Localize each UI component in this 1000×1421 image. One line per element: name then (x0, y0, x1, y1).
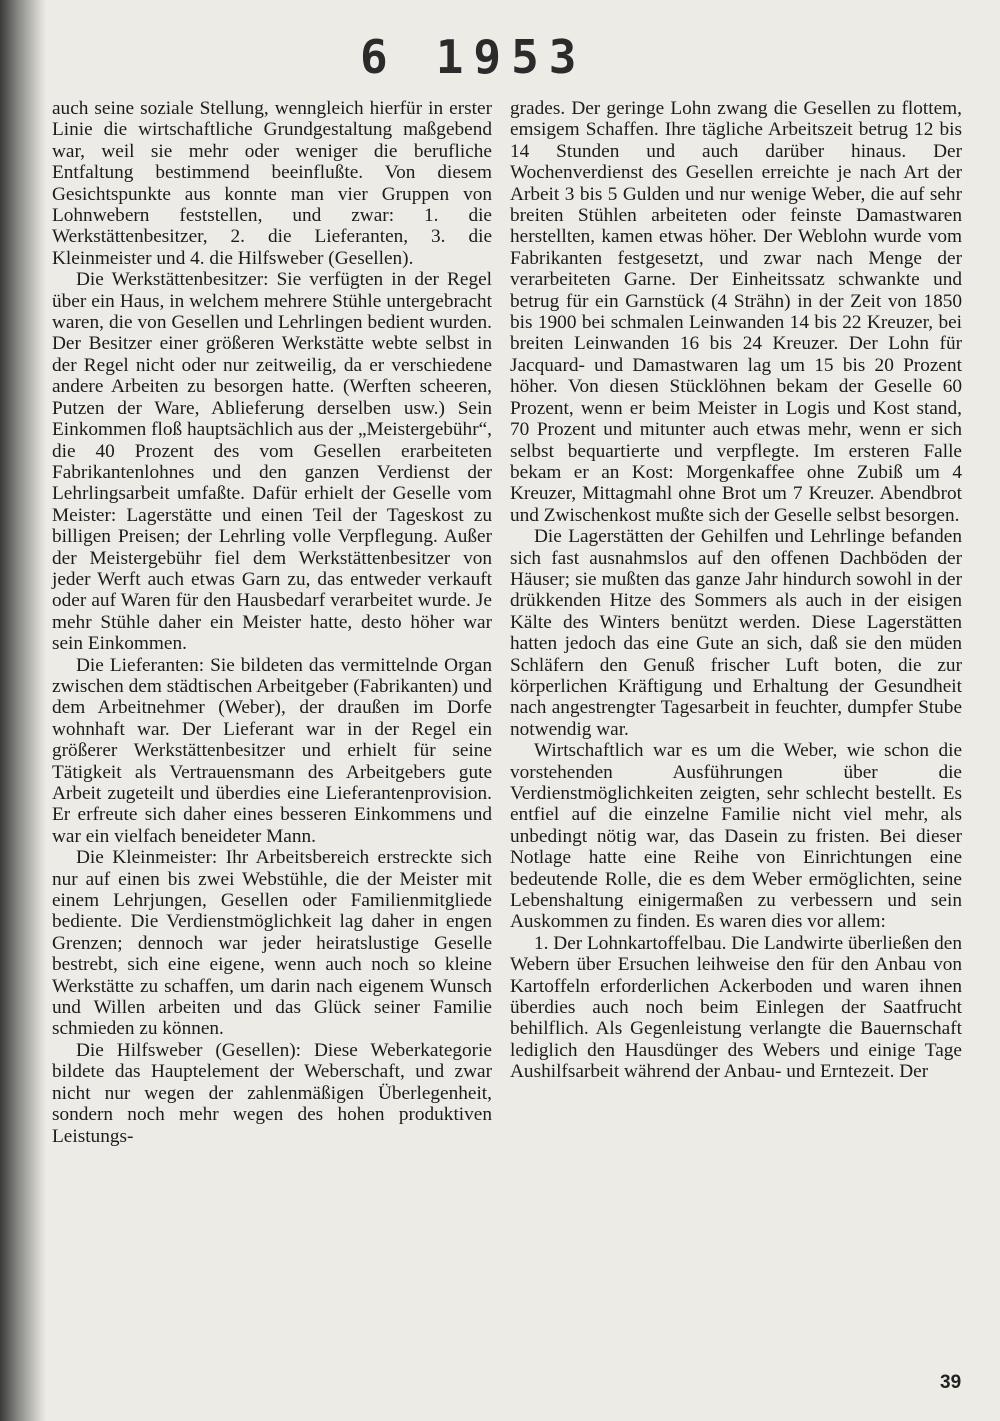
issue-year: 1953 (435, 30, 587, 84)
paragraph: Die Werkstättenbesitzer: Sie verfügten in der Regel über ein Haus, in welchem mehrere Stühle untergebracht waren, die von Gesellen und Lehrlingen bedient wurden. Der Besitzer einer größeren Werkstätte webte selbst in der Regel nicht oder nur zeitweilig, da er verschiedene andere Arbeiten zu besorgen hatte. (Werften scheeren, Putzen der Ware, Ablieferung derselben usw.) Sein Einkommen floß hauptsächlich aus der „Meistergebühr“, die 40 Prozent des vom Gesellen erarbeiteten Fabrikantenlohnes und den ganzen Verdienst der Lehrlingsarbeit umfaßte. Dafür erhielt der Geselle vom Meister: Lagerstätte und einen Teil der Tageskost zu billigen Preisen; der Lehrling volle Verpflegung. Außer der Meistergebühr fiel dem Werkstättenbesitzer von jeder Werft auch etwas Garn zu, das entweder verkauft oder auf Waren für den Hausbedarf verarbeitet wurde. Je mehr Stühle daher ein Meister hatte, desto höher war sein Einkommen. (52, 269, 492, 655)
paragraph: Die Lieferanten: Sie bildeten das vermittelnde Organ zwischen dem städtischen Arbeitgeber (Fabrikanten) und dem Arbeitnehmer (Weber), der draußen im Dorfe wohnhaft war. Der Lieferant war in der Regel ein größerer Werkstättenbesitzer und erhielt für seine Tätigkeit als Vertrauensmann des Arbeitgebers gute Arbeit zugeteilt und überdies eine Lieferantenprovision. Er erfreute sich daher eines besseren Einkommens und war ein vielfach beneideter Mann. (52, 654, 492, 847)
paragraph: Die Lagerstätten der Gehilfen und Lehrlinge befanden sich fast ausnahmslos auf den offenen Dachböden der Häuser; sie mußten das ganze Jahr hindurch sowohl in der drükkenden Hitze des Sommers als auch in der eisigen Kälte des Winters benützt werden. Diese Lagerstätten hatten jedoch das eine Gute an sich, daß sie den müden Schläfern den Genuß frischer Luft boten, die zur körperlichen Kräftigung und Erhaltung der Gesundheit nach angestrengter Tagesarbeit in feuchter, dumpfer Stube notwendig war. (510, 526, 962, 740)
paragraph: auch seine soziale Stellung, wenngleich hierfür in erster Linie die wirtschaftliche Grundgestaltung maßgebend war, weil sie mehr oder weniger die berufliche Entfaltung bestimmend beeinflußte. Von diesem Gesichtspunkte aus konnte man vier Gruppen von Lohnwebern feststellen, und zwar: 1. die Werkstättenbesitzer, 2. die Lieferanten, 3. die Kleinmeister und 4. die Hilfsweber (Gesellen). (52, 98, 492, 269)
paragraph: 1. Der Lohnkartoffelbau. Die Landwirte überließen den Webern über Ersuchen leihweise den für den Anbau von Kartoffeln erforderlichen Ackerboden und waren ihnen überdies auch noch beim Einlegen der Saatfrucht behilflich. Als Gegenleistung verlangte die Bauernschaft lediglich den Hausdünger des Webers und einige Tage Aushilfsarbeit während der Anbau- und Erntezeit. Der (510, 932, 962, 1083)
paragraph: Wirtschaftlich war es um die Weber, wie schon die vorstehenden Ausführungen über die Verdienstmöglichkeiten zeigten, sehr schlecht bestellt. Es entfiel auf die einzelne Familie nicht viel mehr, als unbedingt nötig war, das Dasein zu fristen. Bei dieser Notlage hatte eine Reihe von Einrichtungen eine bedeutende Rolle, die es dem Weber ermöglichten, seine Lebenshaltung einigermaßen zu verbessern und sein Auskommen zu finden. Es waren dies vor allem: (510, 740, 962, 933)
issue-stamp (360, 30, 586, 84)
paragraph: Die Kleinmeister: Ihr Arbeitsbereich erstreckte sich nur auf einen bis zwei Webstühle, die der Meister mit einem Lehrjungen, Gesellen oder Familienmitgliede bediente. Die Verdienstmöglichkeit lag daher in engen Grenzen; dennoch war jeder heiratslustige Geselle bestrebt, sich eine eigene, wenn auch noch so kleine Werkstätte zu schaffen, um darin nach eigenem Wunsch und Willen arbeiten und das Glück seiner Familie schmieden zu können. (52, 847, 492, 1040)
binding-shadow (0, 0, 46, 1421)
paragraph: grades. Der geringe Lohn zwang die Gesellen zu flottem, emsigem Schaffen. Ihre tägliche Arbeitszeit betrug 12 bis 14 Stunden und auch darüber hinaus. Der Wochenverdienst des Gesellen erreichte je nach Art der Arbeit 3 bis 5 Gulden und nur wenige Weber, die auf sehr breiten Stühlen arbeiteten oder feinste Damastwaren herstellten, kamen etwas höher. Der Weblohn wurde vom Fabrikanten festgesetzt, und zwar nach Menge der verarbeiteten Garne. Der Einheitssatz schwankte und betrug für ein Garnstück (4 Strähn) in der Zeit von 1850 bis 1900 bei schmalen Leinwanden 14 bis 22 Kreuzer, bei breiten Leinwanden 16 bis 24 Kreuzer. Der Lohn für Jacquard- und Damastwaren lag um 15 bis 20 Prozent höher. Von diesen Stücklöhnen bekam der Geselle 60 Prozent, wenn er beim Meister in Logis und Kost stand, 70 Prozent und mitunter auch etwas mehr, wenn er sich selbst bequartierte und verpflegte. Im ersteren Falle bekam er an Kost: Morgenkaffee ohne Zubiß um 4 Kreuzer, Mittagmahl ohne Brot um 7 Kreuzer. Abendbrot und Zwischenkost mußte sich der Geselle selbst besorgen. (510, 98, 962, 526)
right-column (510, 98, 962, 1083)
left-column (52, 98, 492, 1147)
issue-number: 6 (360, 30, 398, 84)
paragraph: Die Hilfsweber (Gesellen): Diese Weberkategorie bildete das Hauptelement der Weberschaft, und zwar nicht nur wegen der zahlenmäßigen Überlegenheit, sondern noch mehr wegen des hohen produktiven Leistungs- (52, 1039, 492, 1147)
page-number: 39 (940, 1372, 962, 1393)
